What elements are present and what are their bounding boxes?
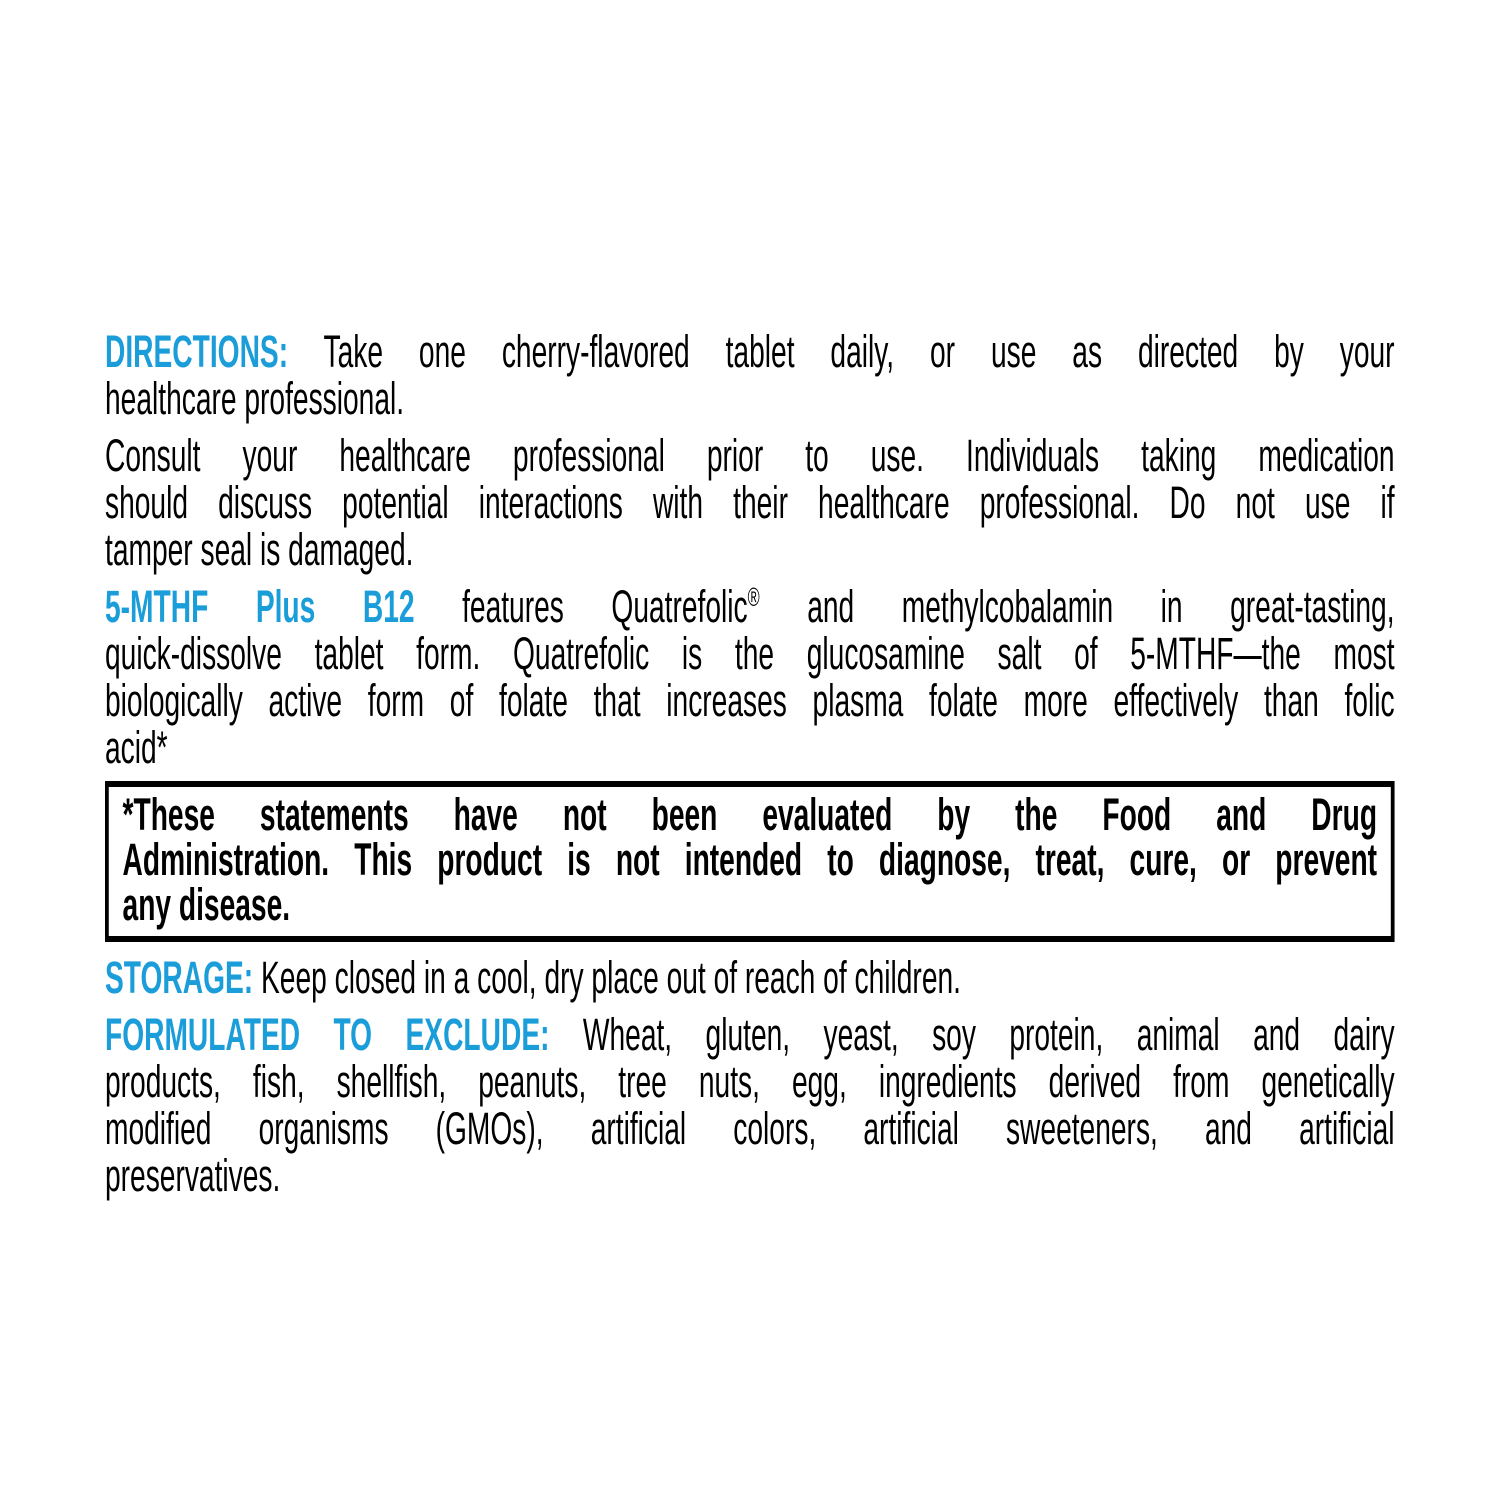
text-line [122, 879, 1378, 930]
section-heading: DIRECTIONS: [105, 326, 289, 377]
text-line [105, 375, 1395, 422]
text-span: Keep closed in a cool, dry place out of reach of children. [253, 952, 961, 1003]
section-heading: FORMULATED TO EXCLUDE: [105, 1009, 550, 1060]
text-span: Wheat, gluten, yeast, soy protein, animal and dairy [549, 1009, 1395, 1060]
text-line [105, 1152, 1395, 1199]
text-span: acid* [105, 722, 168, 773]
text-line [105, 328, 1395, 375]
text-span: biologically active form of folate that increases plasma folate more effectively than folic [105, 675, 1395, 726]
registered-trademark-symbol: ® [747, 582, 760, 612]
product-description-paragraph [105, 583, 1395, 771]
section-heading: 5-MTHF Plus B12 [105, 581, 415, 632]
text-span: healthcare professional. [105, 373, 405, 424]
text-line [105, 479, 1395, 526]
text-line [105, 677, 1395, 724]
text-line [105, 630, 1395, 677]
text-span: modified organisms (GMOs), artificial colors, artificial sweeteners, and artificial [105, 1103, 1395, 1154]
text-span: Take one cherry-flavored tablet daily, or use as directed by your [288, 326, 1395, 377]
text-line [105, 724, 1395, 771]
text-span: Consult your healthcare professional prior to use. Individuals taking medication [105, 430, 1395, 481]
text-line [105, 526, 1395, 573]
text-line [122, 789, 1378, 840]
text-line [105, 1011, 1395, 1058]
consult-paragraph [105, 432, 1395, 573]
text-span: and methylcobalamin in great-tasting, [759, 581, 1395, 632]
text-line [105, 1058, 1395, 1105]
text-span: any disease. [122, 879, 291, 930]
text-span: quick-dissolve tablet form. Quatrefolic is the glucosamine salt of 5-MTHF—the most [105, 628, 1395, 679]
text-span: Administration. This product is not intended to diagnose, treat, cure, or prevent [122, 834, 1378, 885]
text-line [105, 432, 1395, 479]
text-line [105, 1105, 1395, 1152]
text-span: *These statements have not been evaluated by the Food and Drug [122, 789, 1378, 840]
section-heading: STORAGE: [105, 952, 254, 1003]
label-text-column [105, 328, 1395, 1209]
text-span: tamper seal is damaged. [105, 524, 414, 575]
text-span: should discuss potential interactions with their healthcare professional. Do not use if [105, 477, 1395, 528]
text-span: features Quatrefolic [414, 581, 748, 632]
fda-disclaimer-box [105, 781, 1395, 942]
storage-paragraph [105, 954, 1395, 1001]
text-line [122, 834, 1378, 885]
formulated-to-exclude-paragraph [105, 1011, 1395, 1199]
text-span: products, fish, shellfish, peanuts, tree nuts, egg, ingredients derived from genetically [105, 1056, 1395, 1107]
text-span: preservatives. [105, 1150, 281, 1201]
text-line [105, 583, 1395, 630]
text-line [105, 954, 1395, 1001]
directions-paragraph [105, 328, 1395, 422]
